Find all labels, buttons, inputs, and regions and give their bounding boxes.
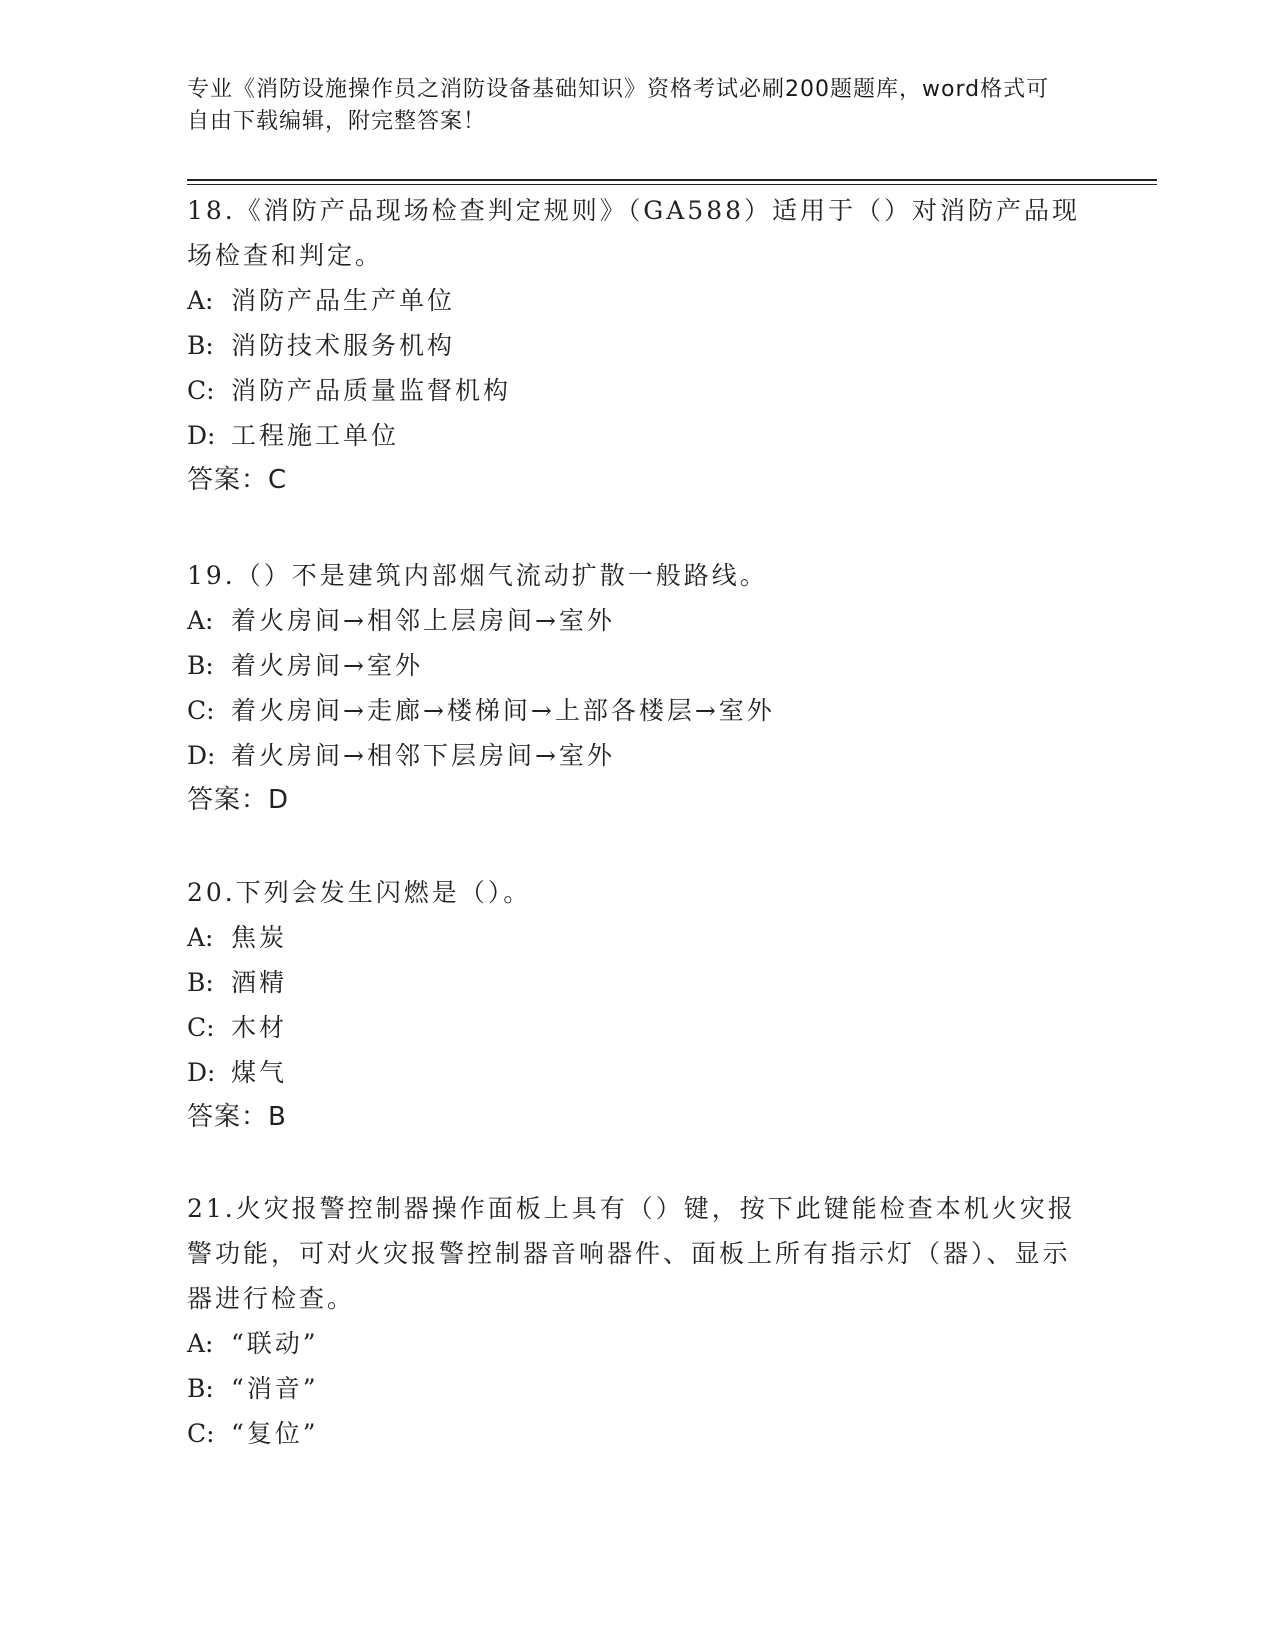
option-letter: D: — [187, 741, 216, 770]
option-letter: B: — [187, 1374, 214, 1403]
header-divider-thin — [187, 184, 1157, 185]
option-d — [187, 413, 1087, 458]
option-text: 木材 — [231, 1013, 288, 1042]
option-letter: D: — [187, 421, 216, 450]
question-stem: 18.《消防产品现场检查判定规则》（GA588）适用于（）对消防产品现场检查和判定。 — [187, 196, 1081, 270]
option-letter: C: — [187, 1419, 215, 1448]
option-letter: B: — [187, 651, 214, 680]
document-header: 专业《消防设施操作员之消防设备基础知识》资格考试必刷200题题库，word格式可自由下载编辑，附完整答案！ — [187, 77, 1050, 134]
option-letter: B: — [187, 331, 214, 360]
option-text: 焦炭 — [231, 923, 288, 952]
option-text: 酒精 — [231, 968, 288, 997]
option-a — [187, 278, 1087, 323]
option-a — [187, 598, 1087, 643]
option-text: 工程施工单位 — [231, 421, 400, 450]
option-b — [187, 323, 1087, 368]
question-20 — [187, 870, 1087, 1140]
option-text: 着火房间→相邻上层房间→室外 — [231, 606, 615, 635]
option-d — [187, 733, 1087, 778]
option-text: 着火房间→相邻下层房间→室外 — [231, 741, 615, 770]
option-text: 消防技术服务机构 — [231, 331, 456, 360]
option-text: “消音” — [231, 1374, 319, 1403]
question-stem: 19.（）不是建筑内部烟气流动扩散一般路线。 — [187, 561, 768, 590]
question-19 — [187, 553, 1087, 823]
option-letter: A: — [187, 286, 214, 315]
option-letter: A: — [187, 1329, 214, 1358]
option-b — [187, 1366, 1087, 1411]
option-letter: B: — [187, 968, 214, 997]
answer-line: 答案：B — [187, 1102, 287, 1132]
option-letter: A: — [187, 923, 214, 952]
option-a — [187, 1321, 1087, 1366]
option-a — [187, 915, 1087, 960]
question-21 — [187, 1186, 1087, 1456]
option-text: “复位” — [231, 1419, 319, 1448]
option-b — [187, 960, 1087, 1005]
question-stem: 21.火灾报警控制器操作面板上具有（）键，按下此键能检查本机火灾报警功能，可对火灾报警控制器音响器件、面板上所有指示灯（器）、显示器进行检查。 — [187, 1194, 1076, 1313]
option-letter: D: — [187, 1058, 216, 1087]
option-letter: C: — [187, 696, 215, 725]
option-text: 着火房间→走廊→楼梯间→上部各楼层→室外 — [231, 696, 775, 725]
answer-line: 答案：D — [187, 785, 290, 815]
option-d — [187, 1050, 1087, 1095]
option-letter: C: — [187, 376, 215, 405]
option-c — [187, 368, 1087, 413]
option-letter: A: — [187, 606, 214, 635]
option-c — [187, 688, 1087, 733]
option-text: 消防产品生产单位 — [231, 286, 456, 315]
option-letter: C: — [187, 1013, 215, 1042]
header-divider-thick — [187, 179, 1157, 181]
answer-line: 答案：C — [187, 465, 288, 495]
option-c — [187, 1411, 1087, 1456]
option-text: 着火房间→室外 — [231, 651, 423, 680]
option-text: 消防产品质量监督机构 — [231, 376, 512, 405]
question-stem: 20.下列会发生闪燃是（）。 — [187, 878, 532, 907]
question-18 — [187, 188, 1087, 503]
option-b — [187, 643, 1087, 688]
option-c — [187, 1005, 1087, 1050]
option-text: “联动” — [231, 1329, 319, 1358]
option-text: 煤气 — [231, 1058, 288, 1087]
